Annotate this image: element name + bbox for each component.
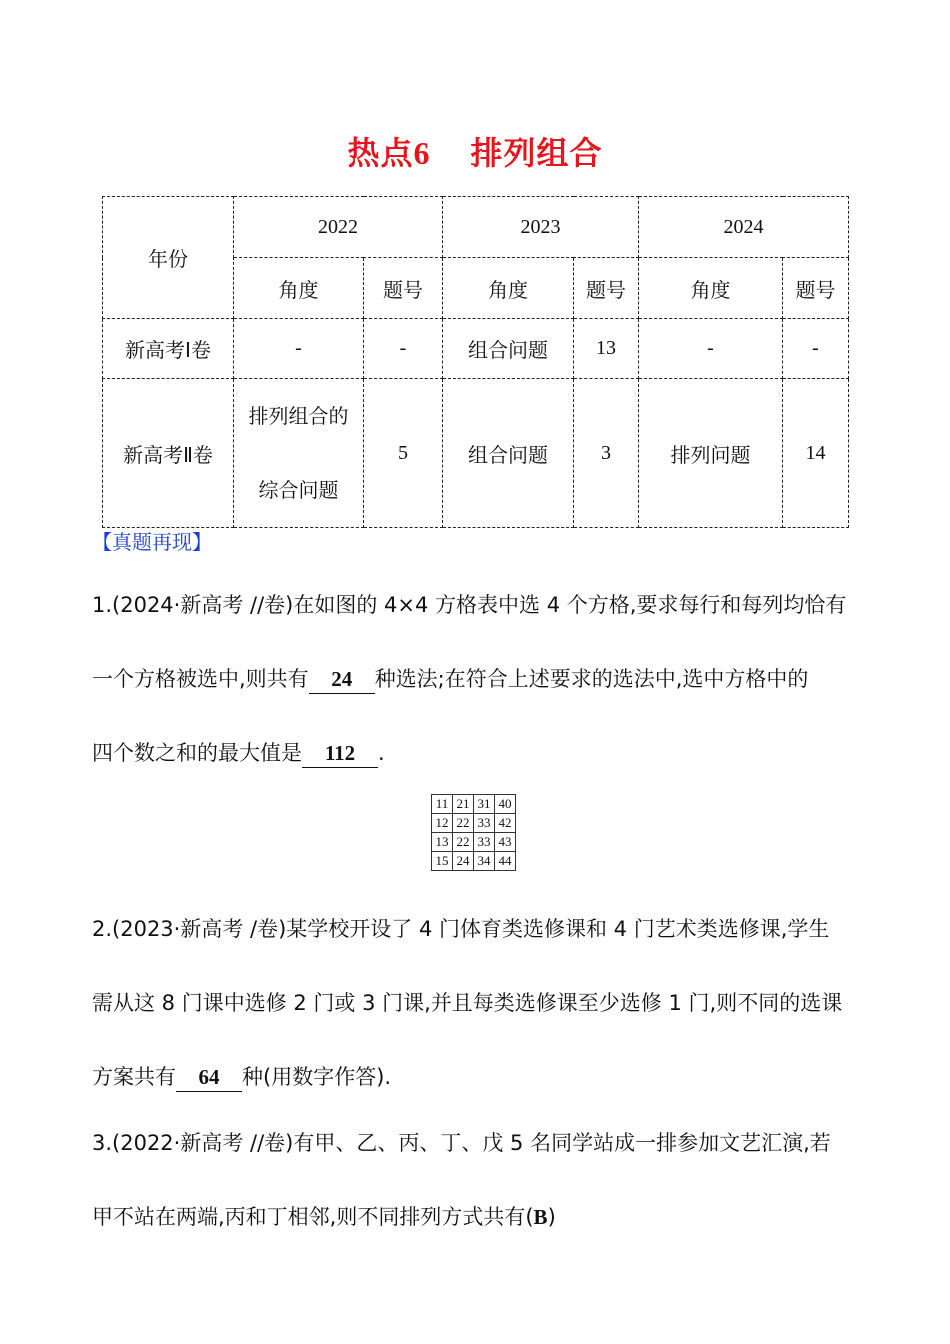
header-year-2023: 2023	[443, 197, 639, 258]
problem-line: 1.(2024·新高考 //卷)在如图的 4×4 方格表中选 4 个方格,要求每行和每列均恰有	[92, 593, 847, 617]
exam-stats-table	[102, 196, 849, 528]
grid-row	[432, 852, 516, 871]
grid-cell: 40	[495, 795, 516, 814]
section-label: 【真题再现】	[92, 530, 212, 554]
problem-line: 2.(2023·新高考 /卷)某学校开设了 4 门体育类选修课和 4 门艺术类选修课,学生	[92, 917, 830, 941]
problem-line: 3.(2022·新高考 //卷)有甲、乙、丙、丁、戊 5 名同学站成一排参加文艺汇演,若	[92, 1131, 831, 1155]
table-cell: 5	[364, 379, 443, 528]
table-cell-line: 综合问题	[258, 478, 339, 502]
table-cell: 排列问题	[639, 379, 783, 528]
subheader-angle: 角度	[234, 258, 364, 319]
subheader-angle: 角度	[639, 258, 783, 319]
row-label: 新高考Ⅱ卷	[103, 379, 234, 528]
header-year-2024: 2024	[639, 197, 849, 258]
table-cell: -	[783, 319, 849, 379]
answer-blank: 64	[176, 1063, 242, 1092]
problem-text: 一个方格被选中,则共有	[92, 667, 309, 691]
subheader-number: 题号	[783, 258, 849, 319]
header-year-2022: 2022	[234, 197, 443, 258]
title-number: 6	[413, 135, 431, 171]
table-cell: 14	[783, 379, 849, 528]
grid-cell: 43	[495, 833, 516, 852]
problem-line	[92, 1180, 862, 1254]
table-cell: 13	[574, 319, 639, 379]
table-cell-line: 排列组合的	[248, 404, 349, 428]
problem-text: 甲不站在两端,丙和丁相邻,则不同排列方式共有(	[92, 1205, 534, 1229]
table-cell: 3	[574, 379, 639, 528]
title-topic: 排列组合	[470, 134, 603, 172]
number-grid	[431, 794, 516, 871]
answer-choice: B	[533, 1205, 548, 1229]
grid-row	[432, 814, 516, 833]
page-title	[0, 128, 950, 174]
table-cell: -	[639, 319, 783, 379]
problem-text: 种选法;在符合上述要求的选法中,选中方格中的	[374, 667, 809, 691]
subheader-number: 题号	[574, 258, 639, 319]
grid-cell: 21	[453, 795, 474, 814]
problem-text: )	[547, 1205, 556, 1229]
answer-blank: 112	[302, 739, 378, 768]
problem-line	[92, 642, 862, 716]
table-row	[103, 319, 849, 379]
grid-cell: 22	[453, 814, 474, 833]
grid-cell: 13	[432, 833, 453, 852]
problem-3	[92, 1106, 862, 1254]
problem-line	[92, 1040, 862, 1114]
problem-2	[92, 892, 862, 1114]
title-prefix: 热点	[347, 134, 414, 172]
problem-line: 需从这 8 门课中选修 2 门或 3 门课,并且每类选修课至少选修 1 门,则不同的选课	[92, 991, 843, 1015]
grid-row	[432, 833, 516, 852]
subheader-number: 题号	[364, 258, 443, 319]
problem-text: .	[378, 741, 385, 765]
grid-cell: 12	[432, 814, 453, 833]
subheader-angle: 角度	[443, 258, 574, 319]
problem-text: 种(用数字作答).	[242, 1065, 392, 1089]
table-cell: -	[364, 319, 443, 379]
table-cell	[234, 379, 364, 528]
grid-cell: 33	[474, 833, 495, 852]
grid-cell: 44	[495, 852, 516, 871]
grid-cell: 22	[453, 833, 474, 852]
answer-blank: 24	[309, 665, 375, 694]
grid-cell: 34	[474, 852, 495, 871]
header-year-label: 年份	[103, 197, 234, 319]
grid-cell: 42	[495, 814, 516, 833]
problem-text: 方案共有	[92, 1065, 176, 1089]
row-label: 新高考Ⅰ卷	[103, 319, 234, 379]
problem-1	[92, 568, 862, 790]
grid-cell: 11	[432, 795, 453, 814]
grid-cell: 24	[453, 852, 474, 871]
grid-cell: 31	[474, 795, 495, 814]
table-cell: 组合问题	[443, 319, 574, 379]
grid-cell: 33	[474, 814, 495, 833]
table-cell: -	[234, 319, 364, 379]
grid-row	[432, 795, 516, 814]
problem-text: 四个数之和的最大值是	[92, 741, 302, 765]
table-row	[103, 379, 849, 528]
table-cell: 组合问题	[443, 379, 574, 528]
problem-line	[92, 716, 862, 790]
grid-cell: 15	[432, 852, 453, 871]
